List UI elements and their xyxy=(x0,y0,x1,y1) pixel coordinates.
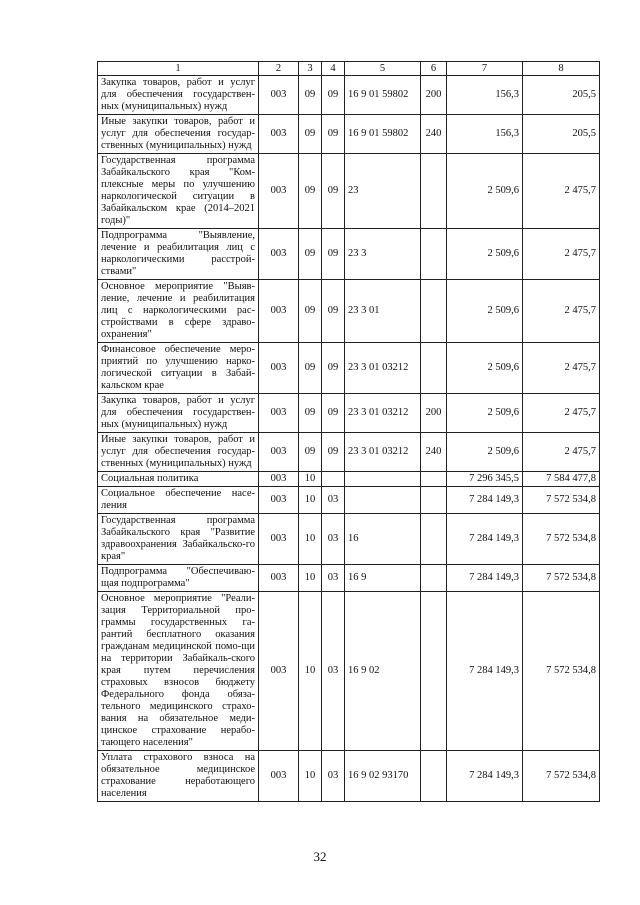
amount-year2-cell: 205,5 xyxy=(523,115,600,154)
page-number: 32 xyxy=(313,849,327,864)
amount-year1-cell: 7 284 149,3 xyxy=(447,514,523,565)
subsection-code-cell: 09 xyxy=(322,115,345,154)
row-name-cell: Иные закупки товаров, работ и услуг для обеспечения государ-ственных (муниципальных) нужд xyxy=(98,433,259,472)
amount-year1-cell: 7 296 345,5 xyxy=(447,472,523,487)
section-code-cell: 09 xyxy=(299,229,322,280)
expense-type-cell: 240 xyxy=(421,433,447,472)
subsection-code-cell: 09 xyxy=(322,280,345,343)
row-name-cell: Подпрограмма "Выявление, лечение и реабилитация лиц с наркологическими расстрой-ствами" xyxy=(98,229,259,280)
table-row xyxy=(98,514,600,565)
subsection-code-cell: 03 xyxy=(322,565,345,592)
subsection-code-cell: 09 xyxy=(322,154,345,229)
section-code-cell: 10 xyxy=(299,592,322,751)
table-row xyxy=(98,565,600,592)
table-row xyxy=(98,394,600,433)
amount-year1-cell: 2 509,6 xyxy=(447,394,523,433)
section-code-cell: 09 xyxy=(299,394,322,433)
amount-year2-cell: 205,5 xyxy=(523,76,600,115)
target-article-cell: 16 9 xyxy=(345,565,421,592)
amount-year1-cell: 2 509,6 xyxy=(447,343,523,394)
admin-code-cell: 003 xyxy=(259,76,299,115)
expense-type-cell xyxy=(421,592,447,751)
column-header: 1 xyxy=(98,62,259,76)
section-code-cell: 10 xyxy=(299,472,322,487)
column-header: 7 xyxy=(447,62,523,76)
amount-year2-cell: 2 475,7 xyxy=(523,394,600,433)
header-row xyxy=(98,62,600,76)
subsection-code-cell xyxy=(322,472,345,487)
section-code-cell: 10 xyxy=(299,487,322,514)
target-article-cell: 23 3 01 03212 xyxy=(345,394,421,433)
section-code-cell: 09 xyxy=(299,154,322,229)
amount-year1-cell: 7 284 149,3 xyxy=(447,751,523,802)
amount-year2-cell: 2 475,7 xyxy=(523,343,600,394)
amount-year2-cell: 7 572 534,8 xyxy=(523,487,600,514)
expense-type-cell xyxy=(421,280,447,343)
admin-code-cell: 003 xyxy=(259,433,299,472)
admin-code-cell: 003 xyxy=(259,472,299,487)
expense-type-cell: 200 xyxy=(421,76,447,115)
expense-type-cell xyxy=(421,343,447,394)
row-name-cell: Государственная программа Забайкальского края "Развитие здравоохранения Забайкальско-го края" xyxy=(98,514,259,565)
amount-year1-cell: 7 284 149,3 xyxy=(447,565,523,592)
section-code-cell: 09 xyxy=(299,76,322,115)
admin-code-cell: 003 xyxy=(259,280,299,343)
subsection-code-cell: 03 xyxy=(322,514,345,565)
amount-year1-cell: 2 509,6 xyxy=(447,280,523,343)
target-article-cell: 23 3 xyxy=(345,229,421,280)
row-name-cell: Подпрограмма "Обеспечиваю-щая подпрограмма" xyxy=(98,565,259,592)
subsection-code-cell: 09 xyxy=(322,229,345,280)
table-row xyxy=(98,592,600,751)
table-row xyxy=(98,343,600,394)
expense-type-cell xyxy=(421,514,447,565)
table-row xyxy=(98,280,600,343)
column-header: 2 xyxy=(259,62,299,76)
expense-type-cell xyxy=(421,472,447,487)
row-name-cell: Закупка товаров, работ и услуг для обеспечения государствен-ных (муниципальных) нужд xyxy=(98,394,259,433)
row-name-cell: Социальное обеспечение насе-ления xyxy=(98,487,259,514)
target-article-cell: 23 3 01 xyxy=(345,280,421,343)
subsection-code-cell: 03 xyxy=(322,487,345,514)
subsection-code-cell: 09 xyxy=(322,433,345,472)
amount-year1-cell: 2 509,6 xyxy=(447,154,523,229)
expense-type-cell xyxy=(421,229,447,280)
amount-year1-cell: 7 284 149,3 xyxy=(447,487,523,514)
target-article-cell: 16 9 01 59802 xyxy=(345,76,421,115)
table-row xyxy=(98,115,600,154)
table-row xyxy=(98,472,600,487)
column-header: 8 xyxy=(523,62,600,76)
row-name-cell: Финансовое обеспечение меро-приятий по улучшению нарко-логической ситуации в Забай-кальском крае xyxy=(98,343,259,394)
row-name-cell: Иные закупки товаров, работ и услуг для обеспечения государ-ственных (муниципальных) нужд xyxy=(98,115,259,154)
column-header: 5 xyxy=(345,62,421,76)
row-name-cell: Основное мероприятие "Выяв-ление, лечение и реабилитация лиц с наркологическими рас-стройствами в сфере здраво-охранения" xyxy=(98,280,259,343)
admin-code-cell: 003 xyxy=(259,592,299,751)
admin-code-cell: 003 xyxy=(259,565,299,592)
expense-type-cell xyxy=(421,154,447,229)
section-code-cell: 09 xyxy=(299,343,322,394)
target-article-cell: 16 xyxy=(345,514,421,565)
admin-code-cell: 003 xyxy=(259,115,299,154)
target-article-cell: 16 9 01 59802 xyxy=(345,115,421,154)
expense-type-cell: 240 xyxy=(421,115,447,154)
table-row xyxy=(98,76,600,115)
table-row xyxy=(98,154,600,229)
amount-year1-cell: 2 509,6 xyxy=(447,433,523,472)
expense-type-cell xyxy=(421,565,447,592)
subsection-code-cell: 09 xyxy=(322,394,345,433)
subsection-code-cell: 03 xyxy=(322,751,345,802)
amount-year1-cell: 2 509,6 xyxy=(447,229,523,280)
section-code-cell: 10 xyxy=(299,565,322,592)
row-name-cell: Основное мероприятие "Реали-зация Территориальной про-граммы государственных га-рантий бесплатного оказания гражданам медицинской помо-щи на территории Забайкаль-ского края путем перечисления страховых взносов бюджету Федерального фонда обяза-тельного медицинского страхо-вания на обязательное меди-цинское страхование нерабо-тающего населения" xyxy=(98,592,259,751)
expense-type-cell xyxy=(421,487,447,514)
admin-code-cell: 003 xyxy=(259,487,299,514)
amount-year2-cell: 2 475,7 xyxy=(523,154,600,229)
amount-year2-cell: 7 572 534,8 xyxy=(523,592,600,751)
admin-code-cell: 003 xyxy=(259,229,299,280)
subsection-code-cell: 09 xyxy=(322,343,345,394)
row-name-cell: Закупка товаров, работ и услуг для обеспечения государствен-ных (муниципальных) нужд xyxy=(98,76,259,115)
column-header: 6 xyxy=(421,62,447,76)
section-code-cell: 10 xyxy=(299,751,322,802)
row-name-cell: Социальная политика xyxy=(98,472,259,487)
target-article-cell: 23 3 01 03212 xyxy=(345,343,421,394)
amount-year2-cell: 7 572 534,8 xyxy=(523,565,600,592)
amount-year1-cell: 156,3 xyxy=(447,76,523,115)
column-header: 4 xyxy=(322,62,345,76)
admin-code-cell: 003 xyxy=(259,751,299,802)
amount-year2-cell: 7 584 477,8 xyxy=(523,472,600,487)
row-name-cell: Уплата страхового взноса на обязательное медицинское страхование неработающего населения xyxy=(98,751,259,802)
table-row xyxy=(98,433,600,472)
admin-code-cell: 003 xyxy=(259,154,299,229)
target-article-cell xyxy=(345,487,421,514)
table-row xyxy=(98,229,600,280)
amount-year2-cell: 2 475,7 xyxy=(523,280,600,343)
budget-table xyxy=(97,61,600,802)
section-code-cell: 10 xyxy=(299,514,322,565)
admin-code-cell: 003 xyxy=(259,514,299,565)
amount-year2-cell: 7 572 534,8 xyxy=(523,751,600,802)
amount-year1-cell: 7 284 149,3 xyxy=(447,592,523,751)
amount-year2-cell: 7 572 534,8 xyxy=(523,514,600,565)
target-article-cell: 23 xyxy=(345,154,421,229)
expense-type-cell: 200 xyxy=(421,394,447,433)
target-article-cell xyxy=(345,472,421,487)
section-code-cell: 09 xyxy=(299,115,322,154)
amount-year2-cell: 2 475,7 xyxy=(523,229,600,280)
subsection-code-cell: 09 xyxy=(322,76,345,115)
column-header: 3 xyxy=(299,62,322,76)
admin-code-cell: 003 xyxy=(259,394,299,433)
section-code-cell: 09 xyxy=(299,433,322,472)
row-name-cell: Государственная программа Забайкальского края "Ком-плексные меры по улучшению наркологической ситуации в Забайкальском крае (2014–2021 годы)" xyxy=(98,154,259,229)
table-row xyxy=(98,751,600,802)
section-code-cell: 09 xyxy=(299,280,322,343)
target-article-cell: 16 9 02 xyxy=(345,592,421,751)
target-article-cell: 16 9 02 93170 xyxy=(345,751,421,802)
target-article-cell: 23 3 01 03212 xyxy=(345,433,421,472)
subsection-code-cell: 03 xyxy=(322,592,345,751)
amount-year2-cell: 2 475,7 xyxy=(523,433,600,472)
admin-code-cell: 003 xyxy=(259,343,299,394)
amount-year1-cell: 156,3 xyxy=(447,115,523,154)
table-row xyxy=(98,487,600,514)
expense-type-cell xyxy=(421,751,447,802)
